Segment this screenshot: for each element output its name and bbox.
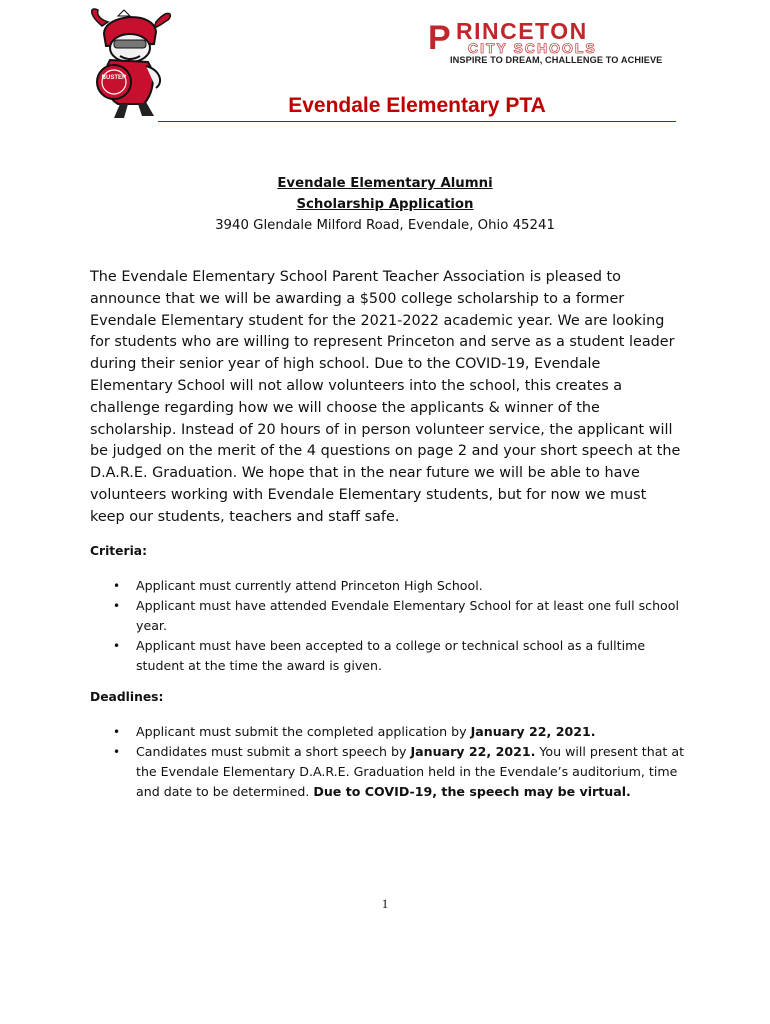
bullet-icon: • (113, 745, 121, 759)
list-item: • Applicant must currently attend Princeton High School. (90, 576, 690, 596)
criteria-list (90, 576, 690, 676)
bullet-icon: • (113, 639, 121, 653)
logo-subtitle: CITY SCHOOLS (468, 40, 597, 56)
document-heading (90, 173, 680, 236)
list-item: • Applicant must have attended Evendale Elementary School for at least one full school year. (113, 598, 679, 633)
list-item: • Applicant must submit the completed application by January 22, 2021. (90, 722, 690, 742)
logo-name: RINCETON (456, 18, 588, 44)
heading-line-1: Evendale Elementary Alumni (277, 176, 493, 191)
criteria-heading: Criteria: (90, 544, 148, 558)
logo-tagline: INSPIRE TO DREAM, CHALLENGE TO ACHIEVE (450, 55, 663, 65)
logo-letter: P (428, 19, 451, 57)
deadlines-heading: Deadlines: (90, 690, 164, 704)
bullet-icon: • (113, 599, 121, 613)
title-underline (158, 121, 676, 122)
princeton-city-schools-logo (428, 18, 674, 70)
address: 3940 Glendale Milford Road, Evendale, Ohio 45241 (215, 218, 555, 233)
list-item: • Applicant must have been accepted to a college or technical school as a fulltime student at the time the award is given. (113, 638, 646, 673)
intro-paragraph: The Evendale Elementary School Parent Teacher Association is pleased to announce that we will be awarding a $500 college scholarship to a former Evendale Elementary student for the 2021-2022 academic year. We are looking for students who are willing to represent Princeton and serve as a student leader during their senior year of high school. Due to the COVID-19, Evendale Elementary School will not allow volunteers into the school, this creates a challenge regarding how we will choose the applicants & winner of the scholarship. Instead of 20 hours of in person volunteer service, the applicant will be judged on the merit of the 4 questions on page 2 and your short speech at the D.A.R.E. Graduation. We hope that in the near future we will be able to have volunteers working with Evendale Elementary students, but for now we must keep our students, teachers and staff safe. (90, 269, 681, 525)
list-item: • Candidates must submit a short speech by January 22, 2021. You will present that at the Evendale Elementary D.A.R.E. Graduation held in the Evendale’s auditorium, time and date to be determined. Due to COVID-19, the speech may be virtual. (113, 744, 685, 799)
page-number: 1 (381, 896, 389, 911)
heading-line-2: Scholarship Application (296, 197, 474, 212)
bullet-icon: • (113, 725, 121, 739)
page-title: Evendale Elementary PTA (288, 94, 546, 117)
mascot-badge-text: BUSTER (101, 75, 127, 81)
deadlines-list (90, 722, 690, 802)
bullet-icon: • (113, 579, 121, 593)
